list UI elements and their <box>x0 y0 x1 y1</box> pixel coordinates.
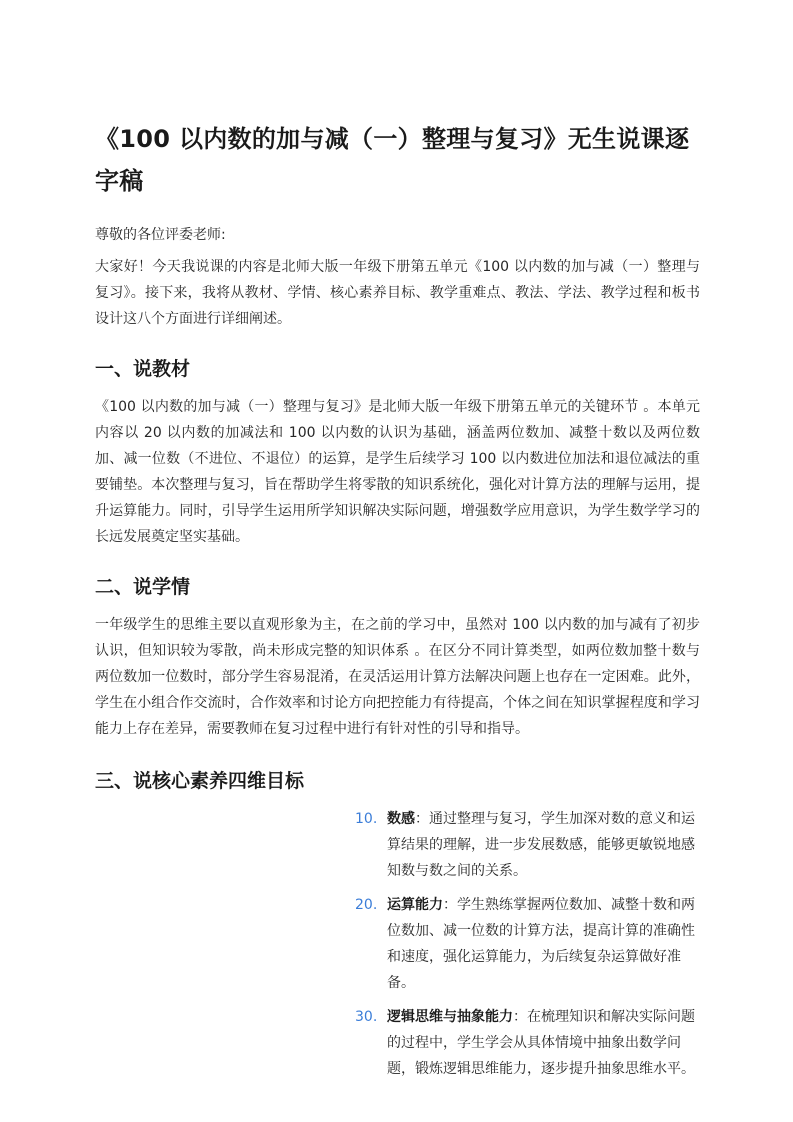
greeting: 尊敬的各位评委老师: <box>95 227 226 243</box>
goal-text: 学生熟练掌握两位数加、减整十数和两位数加、减一位数的计算方法，提高计算的准确性和速度，强化运算能力，为后续复杂运算做好准备。 <box>387 897 695 991</box>
section-heading-textbook: 一、说教材 <box>95 358 191 380</box>
goal-number: 10. <box>355 811 378 827</box>
goal-item-logic <box>355 1004 700 1082</box>
goal-term: 逻辑思维与抽象能力 <box>387 1009 513 1025</box>
goal-item-number-sense <box>355 806 700 884</box>
section-body-textbook: 《100 以内数的加与减（一）整理与复习》是北师大版一年级下册第五单元的关键环节 。本单元内容以 20 以内数的加减法和 100 以内数的认识为基础，涵盖两位数加、减整十数以及两位数加、减一位数（不进位、不退位）的运算，是学生后续学习 100 以内数进位加法和退位减法的重要铺垫。本次整理与复习，旨在帮助学生将零散的知识系统化，强化对计算方法的理解与运用，提升运算能力。同时，引导学生运用所学知识解决实际问题，增强数学应用意识，为学生数学学习的长远发展奠定坚实基础。 <box>95 399 700 545</box>
goal-text: 通过整理与复习，学生加深对数的意义和运算结果的理解，进一步发展数感，能够更敏锐地感知数与数之间的关系。 <box>387 811 695 879</box>
section-heading-goals: 三、说核心素养四维目标 <box>95 770 305 792</box>
section-body-students: 一年级学生的思维主要以直观形象为主，在之前的学习中，虽然对 100 以内数的加与减有了初步认识，但知识较为零散，尚未形成完整的知识体系 。在区分不同计算类型，如两位数加整十数与两位数加一位数时，部分学生容易混淆，在灵活运用计算方法解决问题上也存在一定困难。此外，学生在小组合作交流时，合作效率和讨论方向把控能力有待提高，个体之间在知识掌握程度和学习能力上存在差异，需要教师在复习过程中进行有针对性的引导和指导。 <box>95 617 700 737</box>
section-heading-students: 二、说学情 <box>95 576 191 598</box>
goal-number: 30. <box>355 1009 378 1025</box>
document-page <box>95 118 700 1091</box>
goal-number: 20. <box>355 897 378 913</box>
goal-item-computation <box>355 892 700 996</box>
intro-paragraph: 大家好！今天我说课的内容是北师大版一年级下册第五单元《100 以内数的加与减（一）整理与复习》。接下来，我将从教材、学情、核心素养目标、教学重难点、教法、学法、教学过程和板书设计这八个方面进行详细阐述。 <box>95 259 700 327</box>
goal-separator: ： <box>513 1009 527 1025</box>
goal-text: 在梳理知识和解决实际问题的过程中，学生学会从具体情境中抽象出数学问题，锻炼逻辑思维能力，逐步提升抽象思维水平。 <box>387 1009 695 1077</box>
goals-area <box>95 806 700 1091</box>
goal-term: 数感 <box>387 811 415 827</box>
goals-list <box>355 806 700 1090</box>
goal-separator: ： <box>443 897 457 913</box>
document-title: 《100 以内数的加与减（一）整理与复习》无生说课逐字稿 <box>95 125 690 195</box>
goal-term: 运算能力 <box>387 897 443 913</box>
goal-separator: ： <box>415 811 429 827</box>
